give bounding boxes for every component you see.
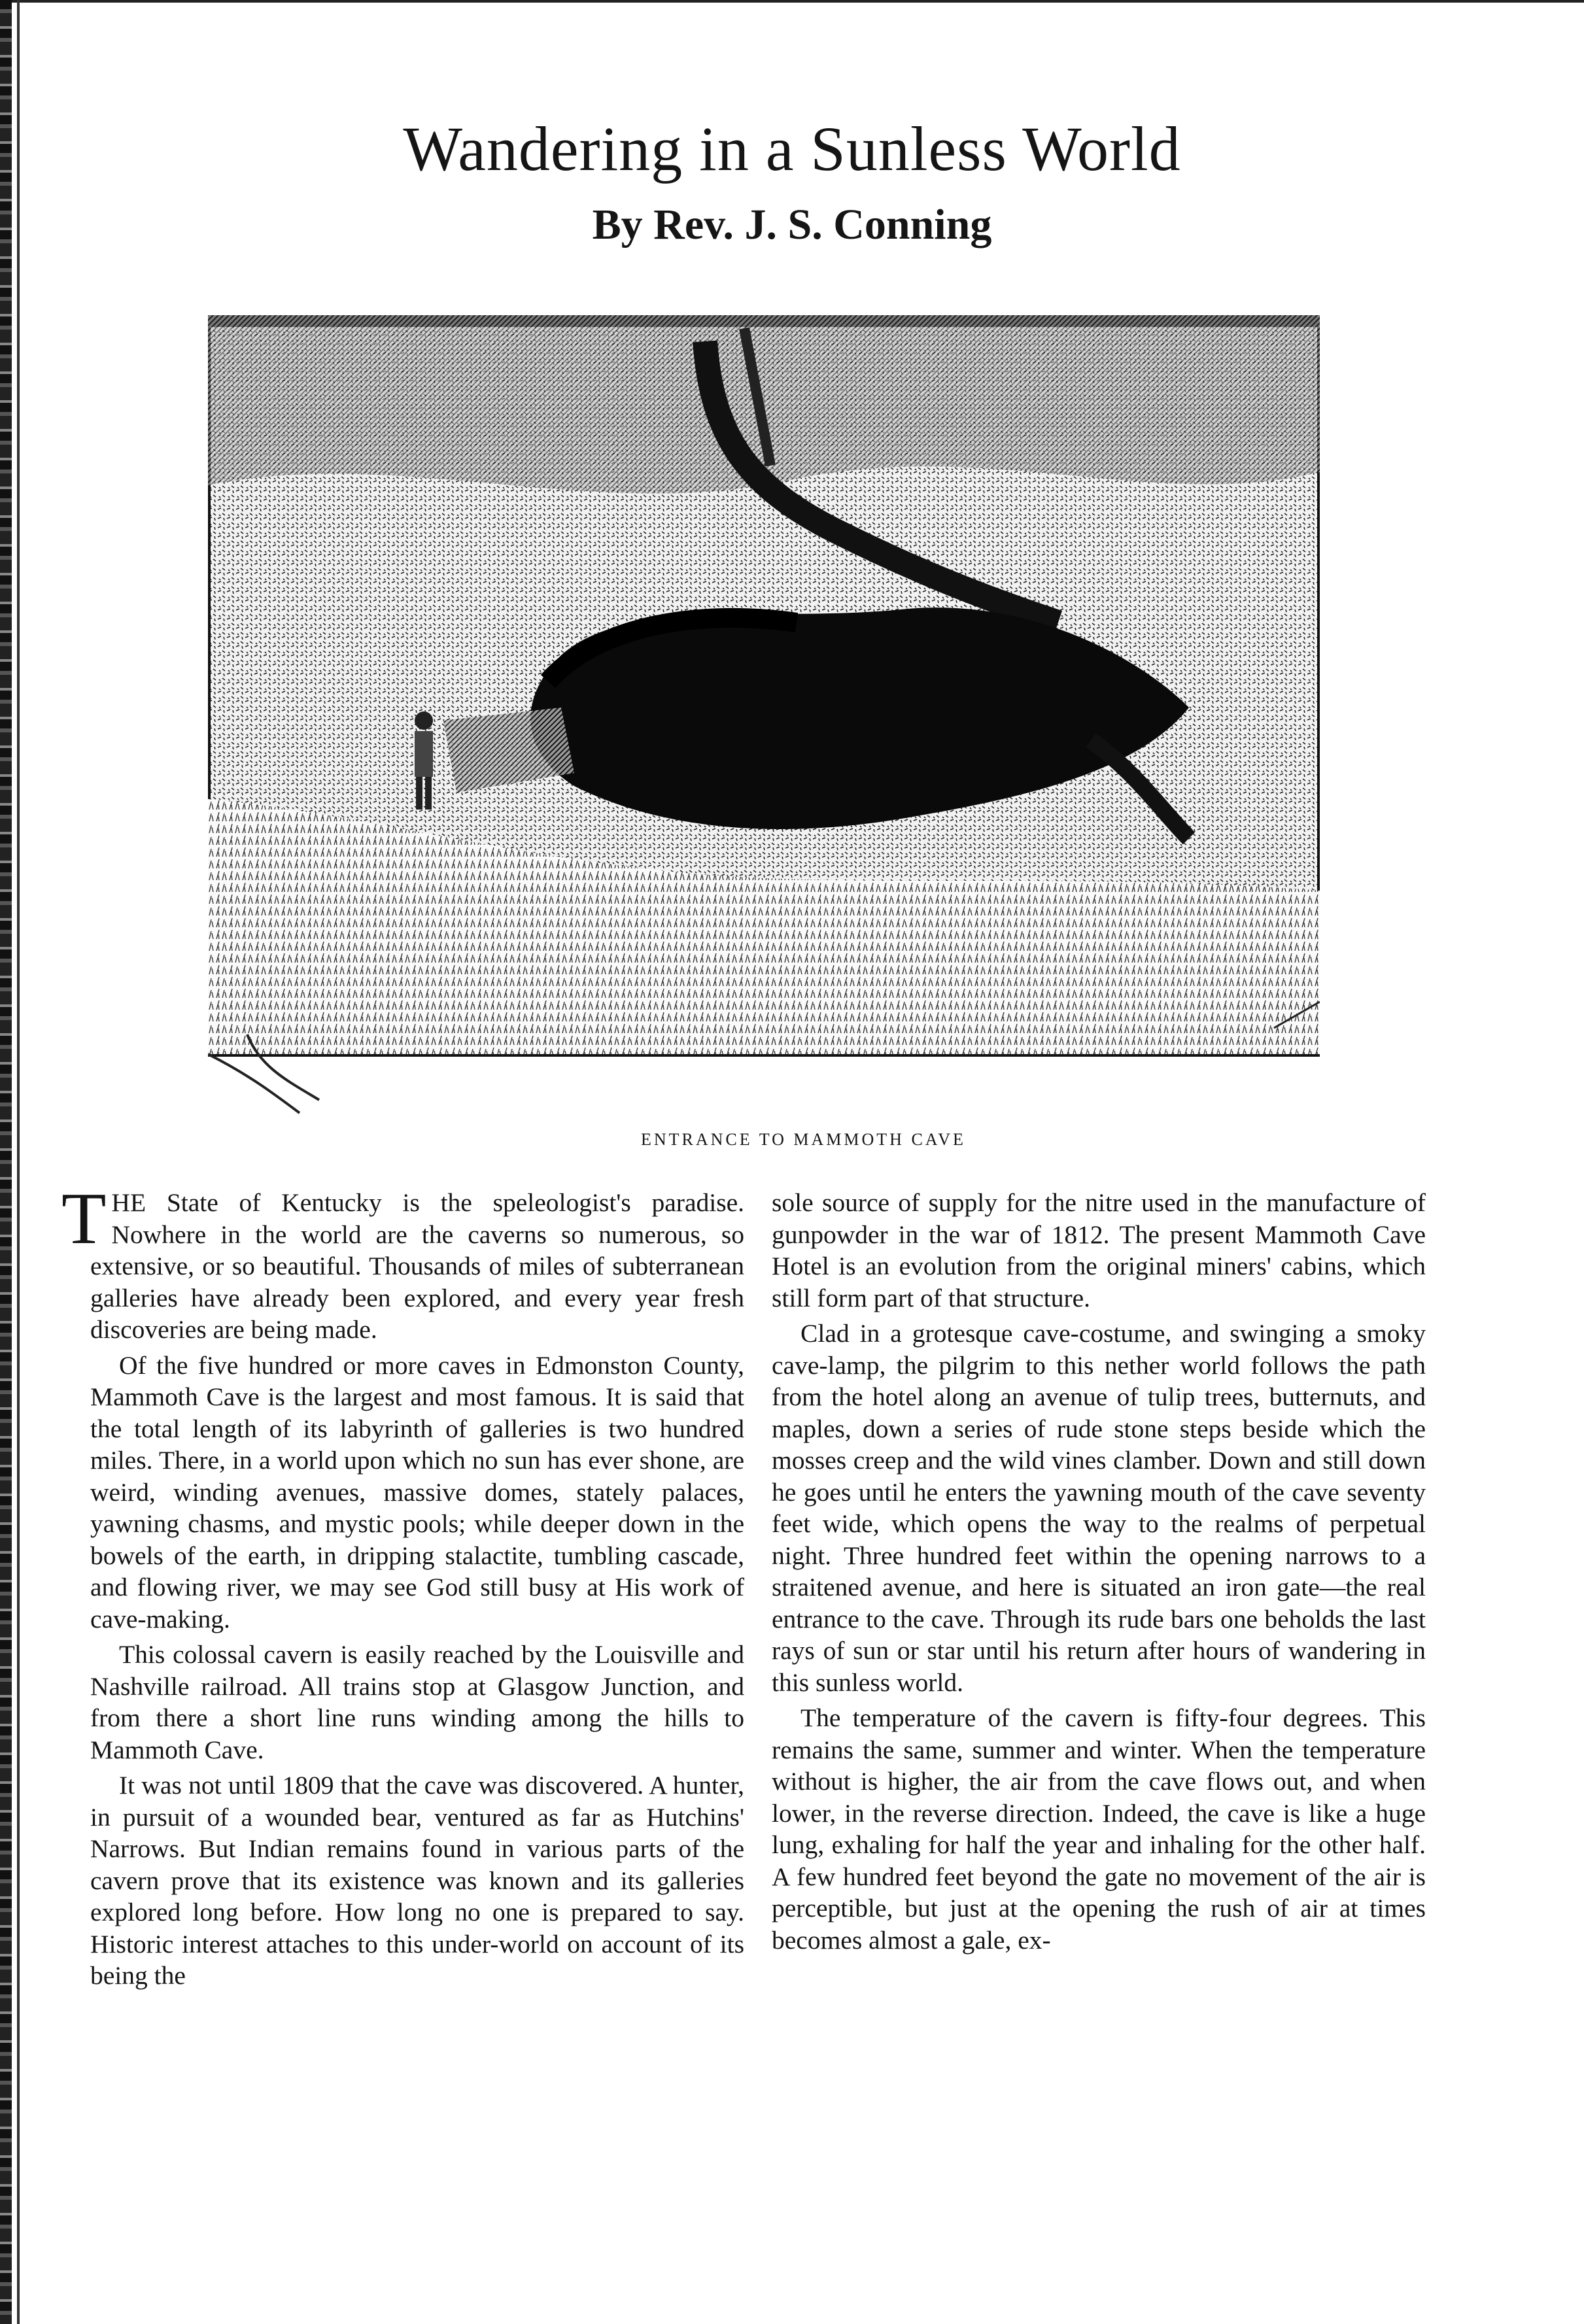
- drop-cap: T: [61, 1178, 107, 1259]
- paragraph: This colossal cavern is easily reached by the Louisville and Nashville railroad. All trains stop at Glasgow Junction, and from there a short line runs winding among the hills to Mammoth Cave.: [90, 1640, 744, 1764]
- page-top-rule: [0, 0, 1584, 3]
- scan-margin-line: [17, 0, 20, 2324]
- engraving-illustration: [208, 315, 1320, 1119]
- cave-entrance-engraving: [208, 315, 1320, 1119]
- figure-caption: ENTRANCE TO MAMMOTH CAVE: [641, 1130, 966, 1149]
- column-left: [61, 1178, 744, 1996]
- article-title: Wandering in a Sunless World: [403, 114, 1181, 184]
- paragraph: sole source of supply for the nitre used in the manufacture of gunpowder in the war of 1812. The present Mammoth Cave Hotel is an evolution from the original miners' cabins, which still form part of that structure.: [772, 1188, 1426, 1312]
- paragraph: Clad in a grotesque cave-costume, and swinging a smoky cave-lamp, the pilgrim to this nether world follows the path from the hotel along an avenue of tulip trees, butternuts, and maples, down a series of rude stone steps beside which the mosses creep and the wild vines clamber. Down and still down he goes until he enters the yawning mouth of the cave seventy feet wide, which opens the way to the realms of perpetual night. Three hundred feet within the opening narrows to a straitened avenue, and here is situated an iron gate—the real entrance to the cave. Through its rude bars one beholds the last rays of sun or star until his return after hours of wandering in this sunless world.: [772, 1319, 1426, 1697]
- paragraph: It was not until 1809 that the cave was discovered. A hunter, in pursuit of a wounded bear, ventured as far as Hutchins' Narrows. But Indian remains found in various parts of the cavern prove that its existence was known and its galleries explored long before. How long no one is prepared to say. Historic interest attaches to this under-world on account of its being the: [90, 1771, 744, 1990]
- article-byline: By Rev. J. S. Conning: [592, 201, 992, 248]
- paragraph: Of the five hundred or more caves in Edmonston County, Mammoth Cave is the largest and most famous. It is said that the total length of its labyrinth of galleries is two hundred miles. There, in a world upon which no sun has ever shone, are weird, winding avenues, massive domes, stately palaces, yawning chasms, and mystic pools; while deeper down in the bowels of the earth, in dripping stalactite, tumbling cascade, and flowing river, we may see God still busy at His work of cave-making.: [90, 1350, 744, 1633]
- paragraph: [61, 1178, 744, 1346]
- paragraph: The temperature of the cavern is fifty-four degrees. This remains the same, summer and winter. When the temperature without is higher, the air from the cave flows out, and when lower, in the reverse direction. Indeed, the cave is like a huge lung, exhaling for half the year and inhaling for the other half. A few hundred feet beyond the gate no movement of the air is perceptible, but just at the opening the rush of air at times becomes almost a gale, ex-: [772, 1703, 1426, 1955]
- paragraph-text: HE State of Kentucky is the speleologist's paradise. Nowhere in the world are the caverns so numerous, so extensive, or so beautiful. Thousands of miles of subterranean galleries have already been explored, and every year fresh discoveries are being made.: [90, 1188, 744, 1344]
- scan-binding-edge: [0, 0, 12, 2324]
- column-right: [772, 1187, 1426, 1960]
